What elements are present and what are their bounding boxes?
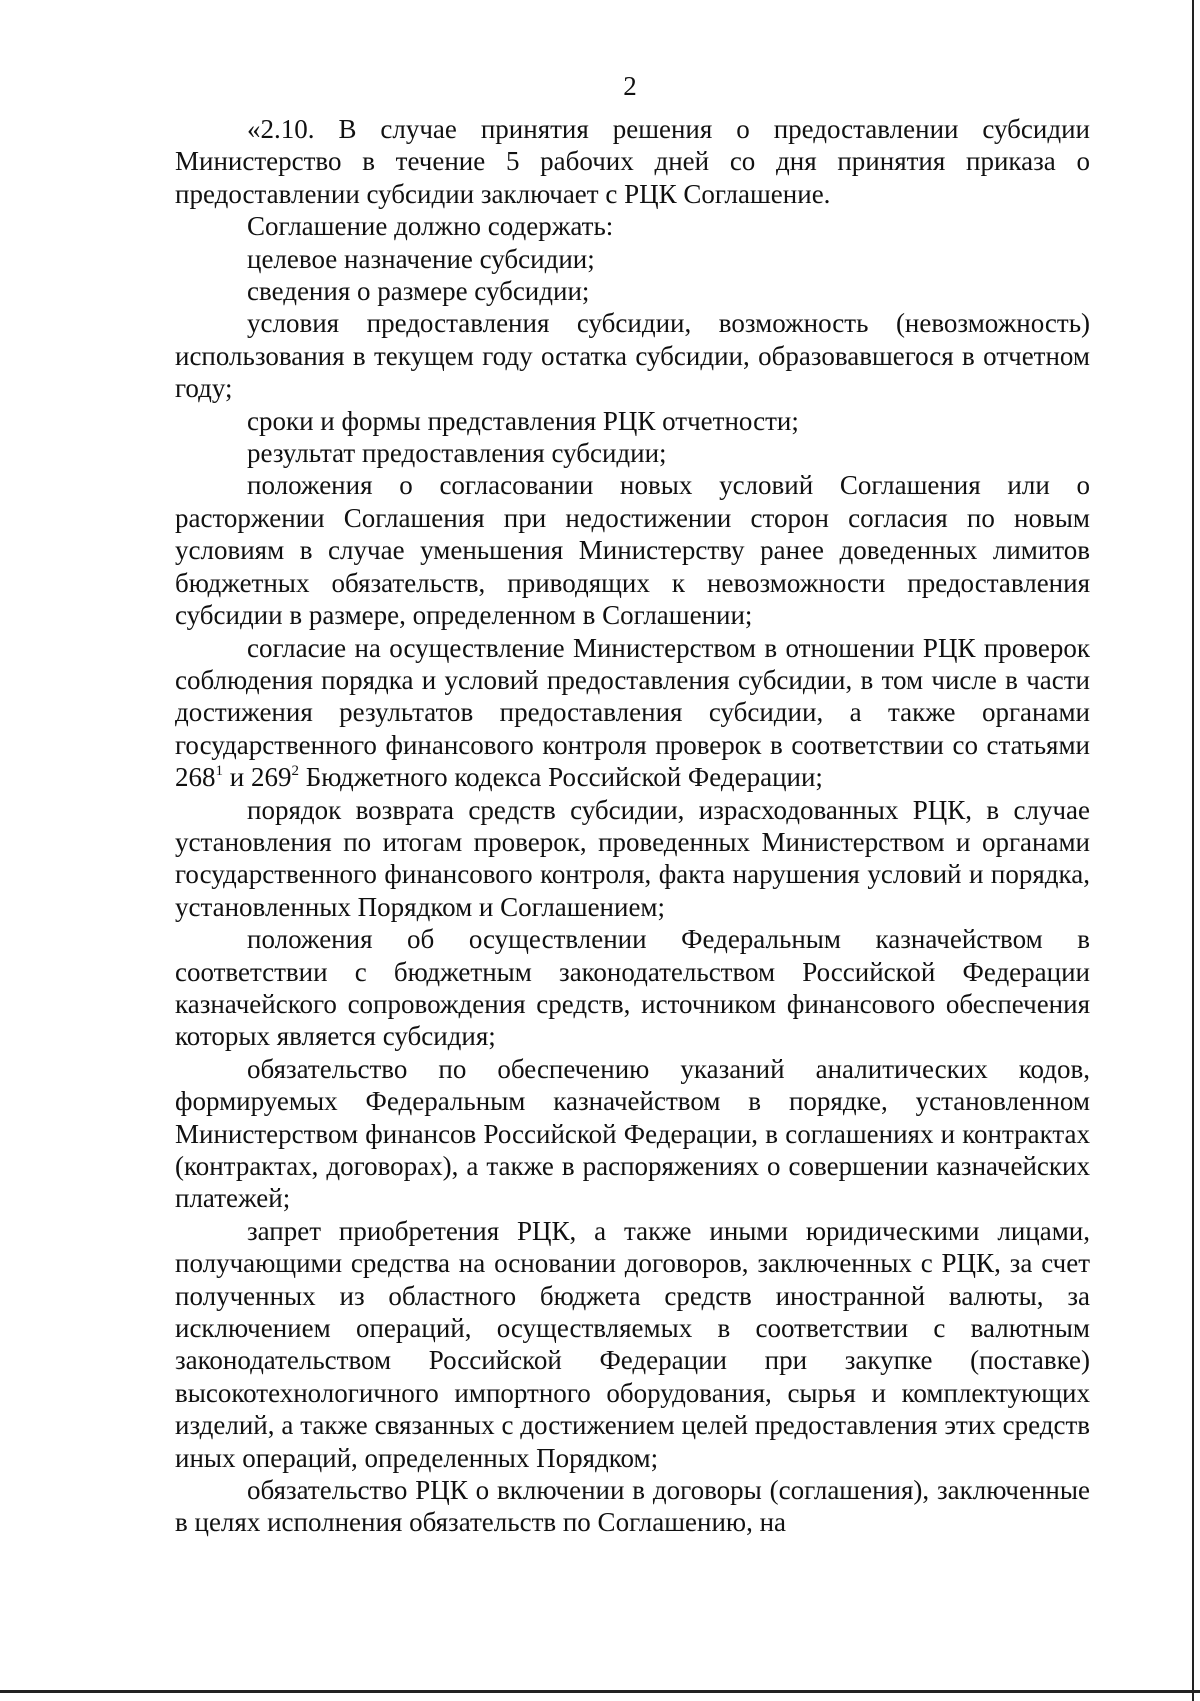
control-text-before: согласие на осуществление Министерством в отношении РЦК проверок соблюдения порядка и условий предоставления субсидии, в том числе в части достижения результатов предоставления субсидии, а также органами государственного финансового контроля проверок в соответствии со статьями 268: [175, 632, 1090, 793]
superscript-269: 2: [291, 763, 299, 780]
list-item-reporting: сроки и формы представления РЦК отчетности;: [247, 405, 799, 436]
list-item-control-consent: [175, 632, 1090, 794]
scan-edge-right: [1192, 0, 1194, 1701]
control-text-after: Бюджетного кодекса Российской Федерации;: [298, 762, 823, 793]
document-body: [175, 113, 1090, 1539]
list-item-purpose: целевое назначение субсидии;: [247, 243, 595, 274]
list-item-contract-obligation: обязательство РЦК о включении в договоры (соглашения), заключенные в целях исполнения обязательств по Соглашению, на: [175, 1475, 1090, 1538]
paragraph-agreement-contents: Соглашение должно содержать:: [247, 211, 614, 242]
list-item-result: результат предоставления субсидии;: [247, 438, 667, 469]
list-item-amount: сведения о размере субсидии;: [247, 276, 590, 307]
list-item-analytic-codes: обязательство по обеспечению указаний аналитических кодов, формируемых Федеральным казначейством в порядке, установленном Министерством финансов Российской Федерации, в соглашениях и контрактах (контрактах, договорах), а также в распоряжениях о совершении казначейских платежей;: [175, 1053, 1090, 1214]
scan-edge-bottom: [0, 1690, 1200, 1693]
list-item-currency-ban: запрет приобретения РЦК, а также иными юридическими лицами, получающими средства на основании договоров, заключенных с РЦК, за счет полученных из областного бюджета средств иностранной валюты, за исключением операций, осуществляемых в соответствии с валютным законодательством Российской Федерации при закупке (поставке) высокотехнологичного импортного оборудования, сырья и комплектующих изделий, а также связанных с достижением целей предоставления этих средств иных операций, определенных Порядком;: [175, 1215, 1090, 1473]
list-item-new-conditions: положения о согласовании новых условий Соглашения или о расторжении Соглашения при недостижении сторон согласия по новым условиям в случае уменьшения Министерству ранее доведенных лимитов бюджетных обязательств, приводящих к невозможности предоставления субсидии в размере, определенном в Соглашении;: [175, 470, 1090, 631]
list-item-refund-order: порядок возврата средств субсидии, израсходованных РЦК, в случае установления по итогам проверок, проведенных Министерством и органами государственного финансового контроля, факта нарушения условий и порядка, установленных Порядком и Соглашением;: [175, 794, 1090, 922]
page-number: 2: [623, 71, 637, 101]
superscript-268: 1: [215, 763, 223, 780]
list-item-conditions: условия предоставления субсидии, возможность (невозможность) использования в текущем году остатка субсидии, образовавшегося в отчетном году;: [175, 308, 1090, 404]
list-item-treasury-support: положения об осуществлении Федеральным казначейством в соответствии с бюджетным законодательством Российской Федерации казначейского сопровождения средств, источником финансового обеспечения которых является субсидия;: [175, 924, 1090, 1052]
control-text-middle: и 269: [223, 762, 292, 793]
paragraph-2-10-intro: «2.10. В случае принятия решения о предоставлении субсидии Министерство в течение 5 рабочих дней со дня принятия приказа о предоставлении субсидии заключает с РЦК Соглашение.: [175, 114, 1090, 209]
